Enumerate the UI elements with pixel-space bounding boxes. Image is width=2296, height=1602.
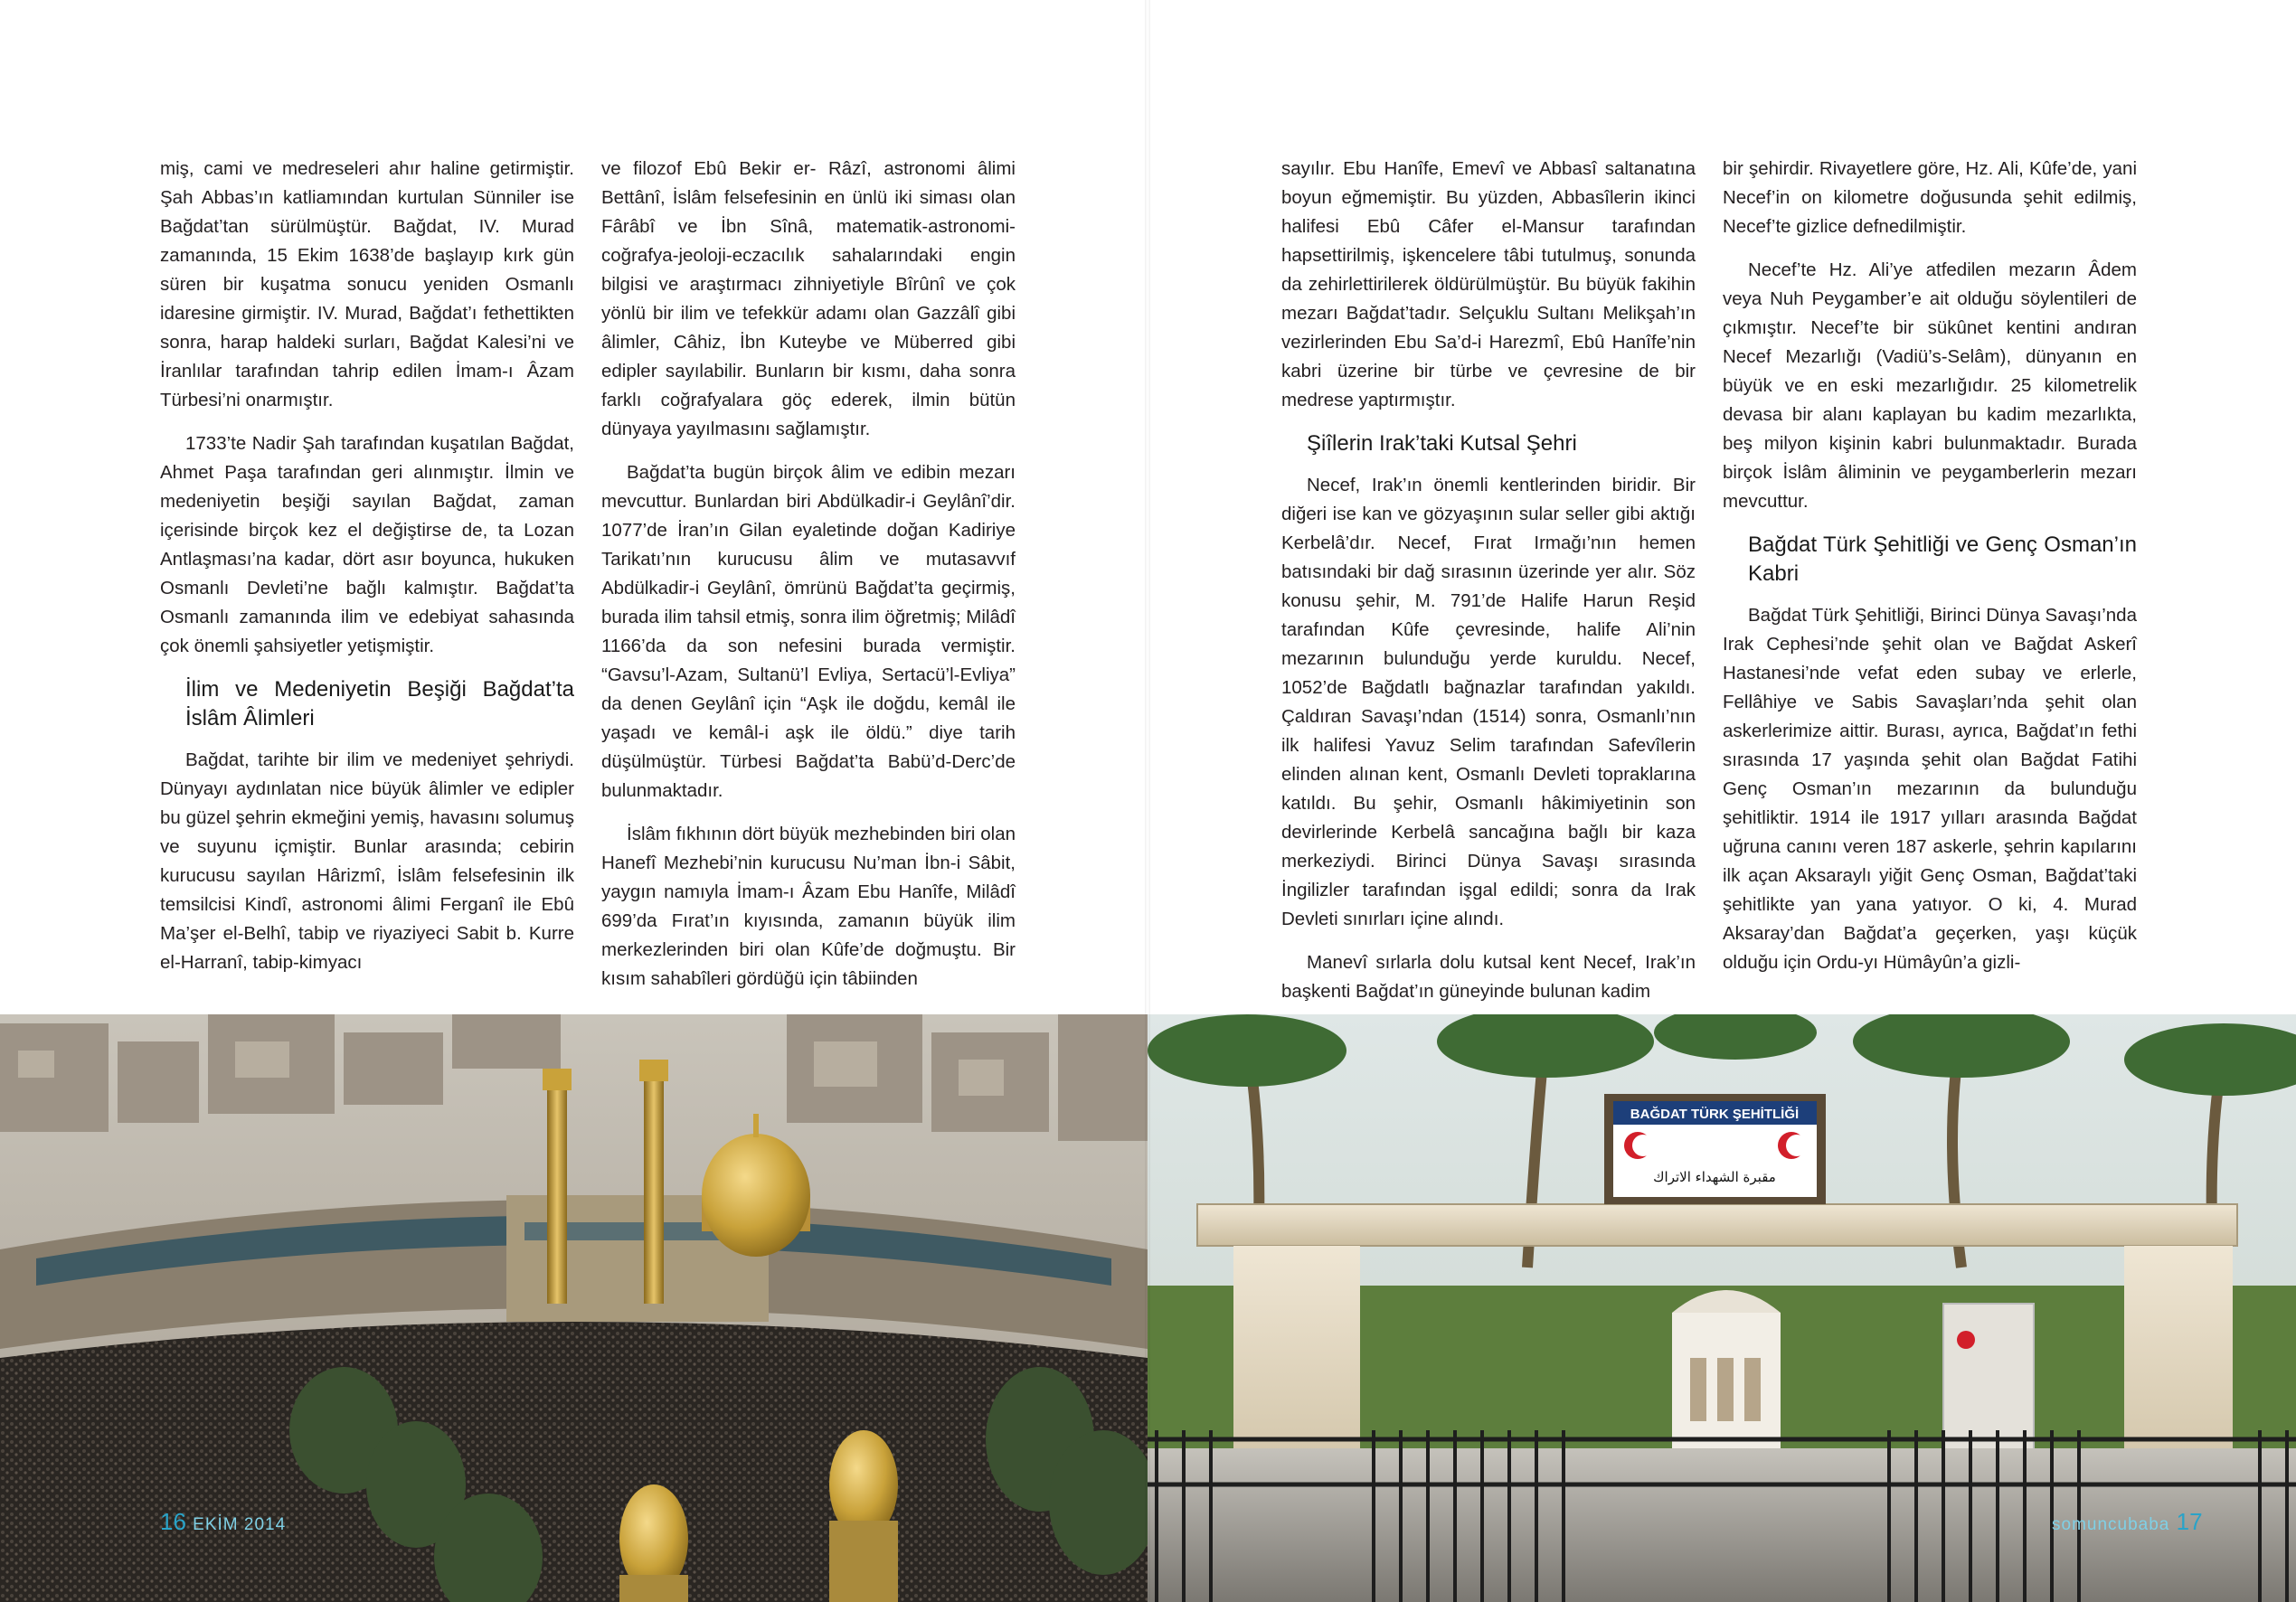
section-heading: İlim ve Medeniyetin Beşiği Bağdat’ta İslâm Âlimleri	[185, 677, 574, 730]
sign-arabic-text: مقبرة الشهداء الاتراك	[1653, 1169, 1776, 1185]
sign-turkish-text: BAĞDAT TÜRK ŞEHİTLİĞİ	[1630, 1107, 1800, 1122]
right-column-2	[1723, 155, 2137, 992]
page-number: 17	[2176, 1508, 2203, 1535]
magazine-name: somuncubaba	[2052, 1515, 2170, 1534]
page-folio-left	[160, 1508, 286, 1536]
paragraph: Bağdat’ta bugün birçok âlim ve edibin mezarı mevcuttur. Bunlardan biri Abdülkadir-i Geylânî’dir. 1077’de İran’ın Gilan eyaletinde doğan Kadiriye Tarikatı’nın kurucusu âlim ve mutasavvıf Abdülkadir-i Geylânî, ömrünü Bağdat’ta geçirmiş, burada ilim tahsil etmiş, sonra ilim öğretmiş; Milâdî 1166’da da son nefesini burada vermiştir. “Gavsu’l-Azam, Sultanü’l Evliya, Sertacü’l-Evliya” da denen Geylânî için “Aşk ile doğdu, kemâl ile yaşadı ve kemâl-i aşk ile öldü.” diye tarih düşülmüştür. Türbesi Bağdat’ta Babü’d-Derc’de bulunmaktadır.	[601, 462, 1016, 801]
paragraph: ve filozof Ebû Bekir er- Râzî, astronomi âlimi Bettânî, İslâm felsefesinin en ünlü iki siması olan Fârâbî ve İbn Sînâ, matematik-astronomi-coğrafya-jeoloji-eczacılık sahalarındaki engin bilgisi ve araştırmacı zihniyetiyle Bîrûnî ve çok yönlü bir ilim ve tefekkür adamı olan Gazzâlî gibi âlimler, Câhiz, İbn Kuteybe ve Müberred gibi edipler sayılabilir. Bunların bir kısmı, daha sonra farklı coğrafyalara göç ederek, ilmin bütün dünyaya yayılmasını sağlamıştır.	[601, 158, 1016, 439]
paragraph: İslâm fıkhının dört büyük mezhebinden biri olan Hanefî Mezhebi’nin kurucusu Nu’man İbn-i Sâbit, yaygın namıyla İmam-ı Âzam Ebu Hanîfe, Milâdî 699’da Fırat’ın kıyısında, zamanın büyük ilim merkezlerinden biri olan Kûfe’de doğmuştu. Bir kısım sahabîleri gördüğü için tâbiinden	[601, 824, 1016, 989]
right-page	[1148, 0, 2296, 1602]
paragraph: miş, cami ve medreseleri ahır haline getirmiştir. Şah Abbas’ın katliamından kurtulan Sünniler ise Bağdat’tan sürülmüştür. Bağdat, IV. Murad zamanında, 15 Ekim 1638’de başlayıp kırk gün süren bir kuşatma sonucu yeniden Osmanlı idaresine girmiştir. IV. Murad, Bağdat’ı fethettikten sonra, harap haldeki surları, Bağdat Kalesi’ni ve İranlılar tarafından tahrip edilen İmam-ı Âzam Türbesi’ni onarmıştır.	[160, 158, 574, 410]
paragraph: sayılır. Ebu Hanîfe, Emevî ve Abbasî saltanatına boyun eğmemiştir. Bu yüzden, Abbasîlerin ikinci halifesi Ebû Câfer el-Mansur tarafından hapsettirilmiş, işkencelere tâbi tutulmuş, sonunda da zehirlettirilerek öldürülmüştür. Bu büyük fakihin mezarı Bağdat’tadır. Selçuklu Sultanı Melikşah’ın vezirlerinden Ebu Sa’d-i Harezmî, Ebû Hanîfe’nin kabri üzerine bir türbe ve çevresine de bir medrese yaptırmıştır.	[1281, 158, 1696, 410]
spine-gutter	[1145, 0, 1150, 1602]
left-column-1	[160, 155, 574, 992]
paragraph: Necef, Irak’ın önemli kentlerinden biridir. Bir diğeri ise kan ve gözyaşının sular seller gibi aktığı Kerbelâ’dır. Necef, Fırat Irmağı’nın hemen batısındaki bir dağ sırasının üzerinde yer alır. Söz konusu şehir, M. 791’de Halife Harun Reşid tarafından Kûfe çevresinde, halife Ali’nin mezarının bulunduğu yerde kuruldu. Necef, 1052’de Bağdatlı bağnazlar tarafından yakıldı. Çaldıran Savaşı’ndan (1514) sonra, Osmanlı’nın ilk halifesi Yavuz Selim tarafından Safevîlerin elinden alınan kent, Osmanlı Devleti topraklarına katıldı. Bu şehir, Osmanlı hâkimiyetinin son devirlerinde Kerbelâ sancağına bağlı bir kaza merkeziydi. Birinci Dünya Savaşı sırasında İngilizler tarafından işgal edildi; sonra da Irak Devleti sınırları içine alındı.	[1281, 475, 1696, 929]
paragraph: Manevî sırlarla dolu kutsal kent Necef, Irak’ın başkenti Bağdat’ın güneyinde bulunan kadim	[1281, 952, 1696, 1002]
page-folio-right	[2052, 1508, 2203, 1536]
left-column-2	[601, 155, 1016, 1008]
section-heading: Bağdat Türk Şehitliği ve Genç Osman’ın Kabri	[1748, 532, 2137, 586]
section-heading: Şiîlerin Irak’taki Kutsal Şehri	[1307, 431, 1577, 456]
paragraph: Necef’te Hz. Ali’ye atfedilen mezarın Âdem veya Nuh Peygamber’e ait olduğu söylentileri de çıkmıştır. Necef’te bir sükûnet kentini andıran Necef Mezarlığı (Vadiü’s-Selâm), dünyanın en büyük ve en eski mezarlığıdır. 25 kilometrelik devasa bir alanı kaplayan bu kadim mezarlıkta, beş milyon kişinin kabri bulunmaktadır. Burada birçok İslâm âliminin ve peygamberlerin mezarı mevcuttur.	[1723, 259, 2137, 512]
paragraph: bir şehirdir. Rivayetlere göre, Hz. Ali, Kûfe’de, yani Necef’in on kilometre doğusunda şehit edilmiş, Necef’te gizlice defnedilmiştir.	[1723, 158, 2137, 237]
paragraph: 1733’te Nadir Şah tarafından kuşatılan Bağdat, Ahmet Paşa tarafından geri alınmıştır. İlmin ve medeniyetin beşiği sayılan Bağdat, zaman içerisinde birçok kez el değiştirse de, ta Lozan Antlaşması’na kadar, dört asır boyunca, hukuken Osmanlı Devleti’ne bağlı kalmıştır. Bağdat’ta Osmanlı zamanında ilim ve edebiyat sahasında çok önemli şahsiyetler yetişmiştir.	[160, 433, 574, 656]
page-number: 16	[160, 1508, 186, 1535]
magazine-issue: EKİM 2014	[193, 1515, 287, 1534]
right-column-1	[1281, 155, 1696, 1021]
paragraph: Bağdat, tarihte bir ilim ve medeniyet şehriydi. Dünyayı aydınlatan nice büyük âlimler ve edipler bu güzel şehrin ekmeğini yemiş, havasını solumuş ve suyunu içmiştir. Bunlar arasında; cebirin kurucusu sayılan Hârizmî, İslâm felsefesinin ilk temsilcisi Kindî, astronomi âlimi Ferganî ile Ebû Ma’şer el-Belhî, tabip ve riyaziyeci Sabit b. Kurre el-Harranî, tabip-kimyacı	[160, 749, 574, 973]
paragraph: Bağdat Türk Şehitliği, Birinci Dünya Savaşı’nda Irak Cephesi’nde şehit olan ve Bağdat Askerî Hastanesi’nde vefat eden subay ve erlerle, Fellâhiye ve Sabis Savaşları’nda şehit olan askerlerimize aittir. Burası, ayrıca, Bağdat’ın fethi sırasında 17 yaşında şehit olan Bağdat Fatihi Genç Osman’ın mezarının da bulunduğu şehitliktir. 1914 ile 1917 yılları arasında Bağdat uğruna canını veren 187 askerle, şehrin kapılarını ilk açan Aksaraylı yiğit Genç Osman, Bağdat’taki şehitlikte yan yana yatıyor. O ki, 4. Murad Aksaray’dan Bağdat’a geçerken, yaşı küçük olduğu için Ordu-yı Hümâyûn’a gizli-	[1723, 605, 2137, 973]
